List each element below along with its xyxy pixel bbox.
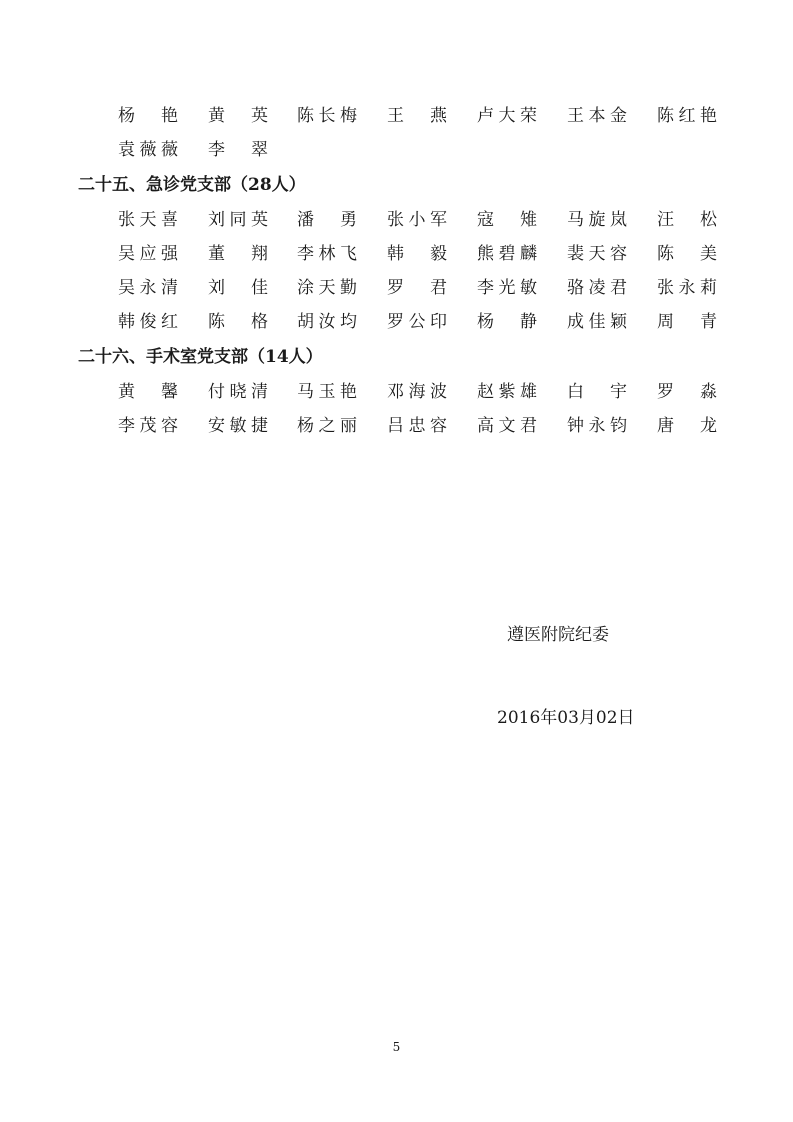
member-name: 安敏捷: [208, 416, 268, 436]
member-name: 罗淼: [657, 382, 717, 402]
member-name: 马玉艳: [297, 382, 357, 402]
member-name: 寇雉: [477, 210, 537, 230]
member-name: 陈红艳: [657, 106, 717, 126]
member-name: 陈格: [208, 312, 268, 332]
name-row: [118, 237, 728, 271]
member-name: 刘佳: [208, 278, 268, 298]
member-name: 杨之丽: [297, 416, 357, 436]
member-name: 马旋岚: [567, 210, 627, 230]
member-name: 熊碧麟: [477, 244, 537, 264]
member-name: 骆凌君: [567, 278, 627, 298]
member-name: 罗公印: [387, 312, 447, 332]
name-row: [118, 133, 728, 167]
member-name: 唐龙: [657, 416, 717, 436]
member-name: 周青: [657, 312, 717, 332]
member-name: 钟永钧: [567, 416, 627, 436]
member-name: 张天喜: [118, 210, 178, 230]
member-name: 胡汝均: [297, 312, 357, 332]
member-name: 黄英: [208, 106, 268, 126]
member-name: 高文君: [477, 416, 537, 436]
member-name: 成佳颖: [567, 312, 627, 332]
member-name: 刘同英: [208, 210, 268, 230]
member-name: 赵紫雄: [477, 382, 537, 402]
member-name: 杨艳: [118, 106, 178, 126]
member-name: 吕忠容: [387, 416, 447, 436]
name-row: [118, 409, 728, 443]
name-row: [118, 375, 728, 409]
member-name: 陈美: [657, 244, 717, 264]
member-name: 罗君: [387, 278, 447, 298]
member-name: 董翔: [208, 244, 268, 264]
signoff-date: 2016年03月02日: [497, 708, 635, 728]
section-title: 二十六、手术室党支部（14人）: [78, 347, 323, 367]
member-name: 白宇: [567, 382, 627, 402]
member-name: 王燕: [387, 106, 447, 126]
member-name: 卢大荣: [477, 106, 537, 126]
member-name: 邓海波: [387, 382, 447, 402]
member-name: 李翠: [208, 140, 268, 160]
name-row: [118, 203, 728, 237]
member-name: 李林飞: [297, 244, 357, 264]
member-name: 李光敏: [477, 278, 537, 298]
member-name: 杨静: [477, 312, 537, 332]
name-row: [118, 99, 728, 133]
name-row: [118, 305, 728, 339]
member-name: 吴应强: [118, 244, 178, 264]
member-name: 李茂容: [118, 416, 178, 436]
name-row: [118, 271, 728, 305]
member-name: 吴永清: [118, 278, 178, 298]
member-name: 张小军: [387, 210, 447, 230]
member-name: 韩俊红: [118, 312, 178, 332]
member-name: 张永莉: [657, 278, 717, 298]
signoff-organization: 遵医附院纪委: [507, 625, 609, 645]
member-name: 黄馨: [118, 382, 178, 402]
member-name: 袁薇薇: [118, 140, 178, 160]
section-title: 二十五、急诊党支部（28人）: [78, 175, 306, 195]
page-number: 5: [392, 1040, 401, 1054]
member-name: 汪松: [657, 210, 717, 230]
member-name: 陈长梅: [297, 106, 357, 126]
member-name: 王本金: [567, 106, 627, 126]
member-name: 韩毅: [387, 244, 447, 264]
member-name: 付晓清: [208, 382, 268, 402]
member-name: 涂天勤: [297, 278, 357, 298]
member-name: 潘勇: [297, 210, 357, 230]
member-name: 裴天容: [567, 244, 627, 264]
